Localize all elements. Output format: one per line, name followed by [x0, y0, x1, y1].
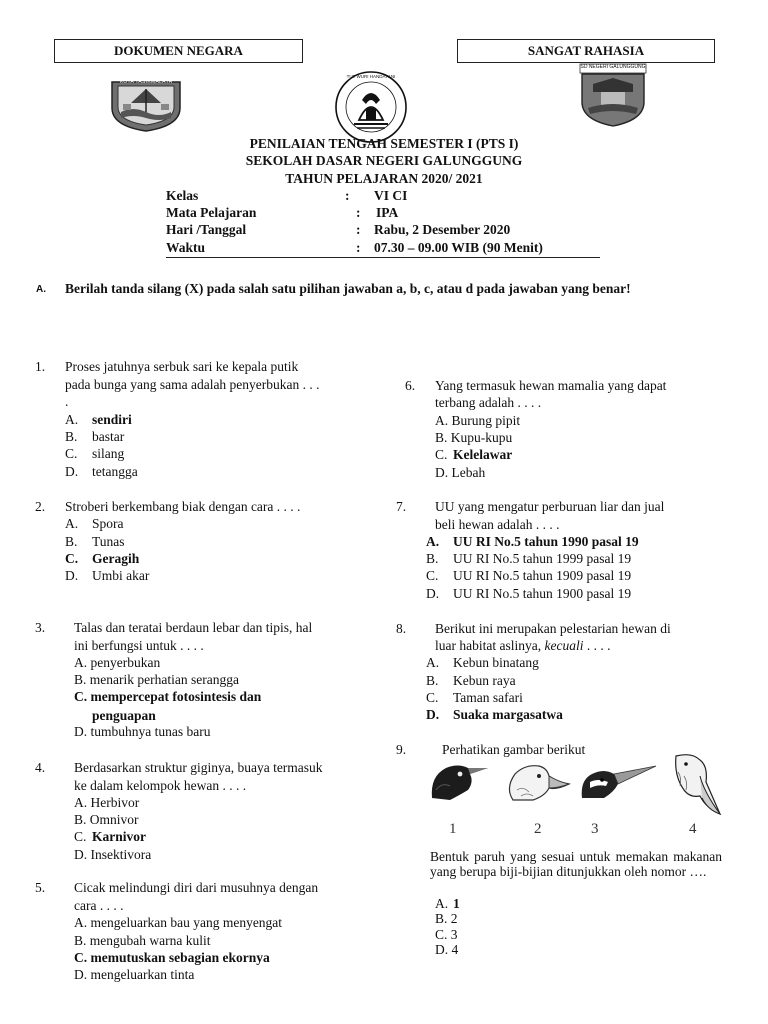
question-text-line2	[435, 637, 610, 654]
question-text: terbang adalah . . . .	[435, 395, 542, 410]
info-label-tanggal: Hari /Tanggal	[166, 222, 247, 237]
exam-title-line1: PENILAIAN TENGAH SEMESTER I (PTS I)	[249, 136, 519, 151]
option[interactable]: A. Burung pipit	[435, 413, 521, 428]
option-letter[interactable]: A.	[65, 516, 79, 531]
option[interactable]: B. menarik perhatian serangga	[74, 672, 239, 687]
doc-classification-box	[54, 39, 303, 63]
bird-beak-picture-4	[670, 752, 726, 818]
option-letter-correct[interactable]: C.	[65, 551, 79, 566]
question-text: beli hewan adalah . . . .	[435, 517, 560, 532]
question-text: Proses jatuhnya serbuk sari ke kepala putik	[65, 359, 299, 374]
bird-picture-label: 4	[689, 821, 697, 837]
tut-wuri-text: TUT WURI HANDAYANI	[346, 74, 396, 79]
option[interactable]: A. penyerbukan	[74, 655, 161, 670]
bird-beak-picture-3	[578, 762, 658, 802]
section-letter: A.	[36, 284, 46, 295]
question-text: pada bunga yang sama adalah penyerbukan . . .	[65, 377, 320, 392]
option-correct[interactable]: C. memutuskan sebagian ekornya	[74, 950, 270, 965]
question-text: Berikut ini merupakan pelestarian hewan di	[435, 621, 671, 636]
option-text[interactable]: UU RI No.5 tahun 1900 pasal 19	[453, 586, 632, 601]
option-letter[interactable]: D.	[426, 586, 440, 601]
option[interactable]: D. tumbuhnya tunas baru	[74, 724, 211, 739]
option[interactable]: B. 2	[435, 911, 458, 926]
option-text[interactable]: tetangga	[92, 464, 138, 479]
option-text-correct[interactable]: Suaka margasatwa	[453, 707, 563, 722]
question-text: Berdasarkan struktur giginya, buaya termasuk	[74, 760, 323, 775]
question-number: 5.	[35, 880, 46, 895]
info-sep: :	[356, 222, 361, 237]
secrecy-box	[457, 39, 715, 63]
option[interactable]: B. Omnivor	[74, 812, 139, 827]
question-text: Stroberi berkembang biak dengan cara . . . .	[65, 499, 301, 514]
info-label-waktu: Waktu	[166, 240, 206, 255]
question-text: Perhatikan gambar berikut	[442, 742, 586, 757]
option-text-correct[interactable]: Geragih	[92, 551, 140, 566]
option-letter[interactable]: A.	[426, 655, 440, 670]
option-text[interactable]: Spora	[92, 516, 124, 531]
info-sep: :	[356, 205, 361, 220]
option-text[interactable]: Taman safari	[453, 690, 523, 705]
option-correct[interactable]: C. mempercepat fotosintesis dan	[74, 689, 262, 704]
question-number: 4.	[35, 760, 46, 775]
info-value-tanggal: Rabu, 2 Desember 2020	[374, 222, 511, 237]
info-sep: :	[345, 188, 350, 203]
option-letter-correct[interactable]: A.	[426, 534, 440, 549]
option[interactable]: D. Insektivora	[74, 847, 152, 862]
option-letter-correct[interactable]: D.	[426, 707, 440, 722]
option-text[interactable]: Kebun binatang	[453, 655, 539, 670]
school-emblem-logo	[578, 62, 648, 128]
option[interactable]: A. mengeluarkan bau yang menyengat	[74, 915, 283, 930]
option-text[interactable]: UU RI No.5 tahun 1909 pasal 19	[453, 568, 632, 583]
option-letter[interactable]: C.	[65, 446, 78, 461]
section-instruction: Berilah tanda silang (X) pada salah satu pilihan jawaban a, b, c, atau d pada jawaban yang benar!	[65, 281, 631, 296]
school-emblem-text: SD NEGERI GALUNGGUNG	[580, 63, 646, 70]
option-text-correct[interactable]: Kelelawar	[453, 447, 513, 462]
option-text-correct[interactable]: Karnivor	[92, 829, 146, 844]
question-text: . . . .	[583, 638, 611, 653]
option-letter[interactable]: B.	[65, 429, 78, 444]
question-text: cara . . . .	[74, 898, 124, 913]
option-letter[interactable]: D.	[65, 464, 79, 479]
question-text: luar habitat aslinya,	[435, 638, 545, 653]
option-letter[interactable]: A.	[65, 412, 79, 427]
secrecy-label: SANGAT RAHASIA	[527, 43, 645, 58]
option-text[interactable]: Umbi akar	[92, 568, 150, 583]
question-number: 3.	[35, 620, 46, 635]
option-text[interactable]: Tunas	[92, 534, 125, 549]
question-number: 2.	[35, 499, 46, 514]
info-underline	[166, 257, 600, 258]
option-text-correct[interactable]: UU RI No.5 tahun 1990 pasal 19	[453, 534, 639, 549]
info-value-kelas: VI CI	[374, 188, 408, 203]
exam-title-year: TAHUN PELAJARAN 2020/ 2021	[285, 171, 483, 186]
option[interactable]: D. mengeluarkan tinta	[74, 967, 195, 982]
tut-wuri-handayani-logo	[332, 70, 410, 144]
question-text: Cicak melindungi diri dari musuhnya dengan	[74, 880, 319, 895]
option-letter[interactable]: C.	[426, 690, 439, 705]
option[interactable]: B. Kupu-kupu	[435, 430, 513, 445]
option-text-correct[interactable]: sendiri	[92, 412, 132, 427]
question-text: ke dalam kelompok hewan . . . .	[74, 778, 247, 793]
option[interactable]: B. mengubah warna kulit	[74, 933, 211, 948]
option-letter[interactable]: B.	[65, 534, 78, 549]
bird-beak-picture-2	[503, 760, 573, 802]
bird-beak-picture-1	[428, 760, 490, 802]
question-number: 1.	[35, 359, 46, 374]
option[interactable]: A. Herbivor	[74, 795, 140, 810]
option-text[interactable]: UU RI No.5 tahun 1999 pasal 19	[453, 551, 632, 566]
question-text: ini berfungsi untuk . . . .	[74, 638, 204, 653]
info-label-mapel: Mata Pelajaran	[166, 205, 257, 220]
question-text: UU yang mengatur perburuan liar dan jual	[435, 499, 665, 514]
option-letter[interactable]: C.	[74, 829, 87, 844]
option-text[interactable]: silang	[92, 446, 125, 461]
info-sep: :	[356, 240, 361, 255]
exam-title-school: SEKOLAH DASAR NEGERI GALUNGGUNG	[245, 153, 523, 168]
question-text-emphasis: kecuali	[544, 638, 584, 653]
option-text[interactable]: Kebun raya	[453, 673, 516, 688]
option-text-correct[interactable]: 1	[453, 896, 460, 911]
doc-classification-label: DOKUMEN NEGARA	[114, 43, 243, 58]
option-letter[interactable]: A.	[435, 896, 449, 911]
question-9-prompt: Bentuk paruh yang sesuai untuk memakan makanan yang berupa biji-bijian ditunjukkan oleh nomor ….	[430, 849, 722, 879]
question-text: Talas dan teratai berdaun lebar dan tipis, hal	[74, 620, 313, 635]
option-letter[interactable]: B.	[426, 673, 439, 688]
option[interactable]: D. 4	[435, 942, 459, 957]
info-label-kelas: Kelas	[166, 188, 199, 203]
option[interactable]: C. 3	[435, 927, 458, 942]
option-letter[interactable]: B.	[426, 551, 439, 566]
bird-picture-label: 3	[591, 821, 599, 837]
info-value-mapel: IPA	[376, 205, 399, 220]
bird-picture-label: 1	[449, 821, 457, 837]
question-number: 9.	[396, 742, 407, 757]
question-text: .	[65, 394, 69, 409]
question-number: 8.	[396, 621, 407, 636]
info-value-waktu: 07.30 – 09.00 WIB (90 Menit)	[374, 240, 543, 255]
bird-picture-label: 2	[534, 821, 542, 837]
city-emblem-text: KOTA TASIKMALAYA	[119, 79, 173, 85]
question-number: 6.	[405, 378, 416, 393]
option-letter[interactable]: C.	[426, 568, 439, 583]
question-number: 7.	[396, 499, 407, 514]
option-letter[interactable]: C.	[435, 447, 448, 462]
option-text[interactable]: bastar	[92, 429, 125, 444]
option[interactable]: D. Lebah	[435, 465, 486, 480]
question-text: Yang termasuk hewan mamalia yang dapat	[435, 378, 667, 393]
option-letter[interactable]: D.	[65, 568, 79, 583]
option-correct-continued[interactable]: penguapan	[92, 708, 156, 723]
